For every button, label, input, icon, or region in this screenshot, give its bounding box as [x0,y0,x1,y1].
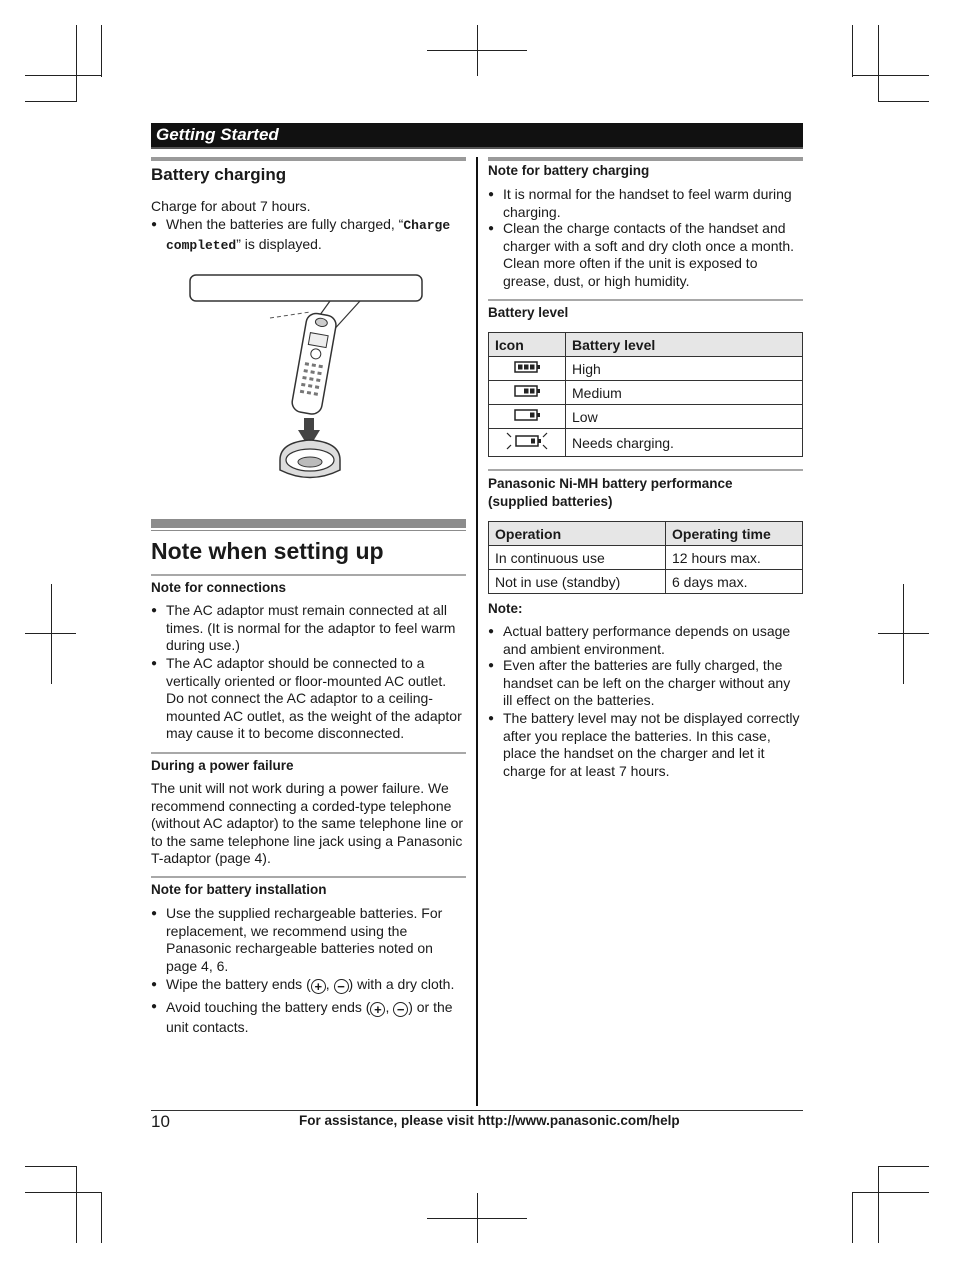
notes-heading: Note: [488,601,523,616]
operation-cell: In continuous use [489,546,666,570]
column-header: Icon [489,333,566,357]
column-header: Operation [489,522,666,546]
charging-note-heading: Note for battery charging [488,163,650,178]
performance-table [488,521,803,594]
connections-item: ● The AC adaptor should be connected to a vertically oriented or floor-mounted AC outlet. Do not connect the AC adaptor to a ceiling-mounted AC outlet, as the weight of the adaptor may cause it to become disconnected. [151,655,466,743]
footer-rule [151,1110,803,1111]
battery-level-table [488,332,803,457]
handset-charger-illustration [180,270,440,495]
battery-charging-title: Battery charging [151,165,287,184]
installation-item: ● Avoid touching the battery ends ( + , − ) or the unit contacts. [151,997,466,1037]
column-header: Battery level [566,333,803,357]
table-row [489,405,803,429]
battery-charging-intro: Charge for about 7 hours. [151,198,311,214]
battery-level-heading: Battery level [488,305,569,320]
power-failure-text: The unit will not work during a power failure. We recommend connecting a corded-type telephone (without AC adaptor) to the same telephone line or to the same telephone line jack using a Panasonic T-adaptor (page 4). [151,780,464,867]
section-rule-thin [151,530,466,531]
battery-empty-flashing-icon [489,429,566,457]
installation-item: ● Wipe the battery ends ( + , − ) with a dry cloth. [151,976,476,994]
column-divider [476,157,478,1106]
note-item: ● Actual battery performance depends on usage and ambient environment. [488,623,803,658]
performance-heading: Panasonic Ni-MH battery performance (supplied batteries) [488,476,733,509]
table-header-row [489,333,803,357]
column-header: Operating time [666,522,803,546]
battery-level-value: Medium [566,381,803,405]
section-header [151,123,803,149]
table-row [489,570,803,594]
operating-time-cell: 12 hours max. [666,546,803,570]
page-number: 10 [151,1112,170,1131]
battery-level-value: Needs charging. [566,429,803,457]
table-row [489,429,803,457]
installation-heading: Note for battery installation [151,882,327,897]
minus-terminal-icon: − [334,979,349,994]
connections-item: ● The AC adaptor must remain connected at all times. (It is normal for the adaptor to feel warm during use.) [151,602,466,655]
table-row [489,357,803,381]
table-header-row [489,522,803,546]
charging-note-item: ● It is normal for the handset to feel warm during charging. [488,186,803,221]
operating-time-cell: 6 days max. [666,570,803,594]
plus-terminal-icon: + [370,1002,385,1017]
installation-item: ● Use the supplied rechargeable batteries. For replacement, we recommend using the Panasonic rechargeable batteries noted on page 4, 6. [151,905,466,975]
table-row [489,381,803,405]
charging-note-item: ● Clean the charge contacts of the handset and charger with a soft and dry cloth once a month. Clean more often if the unit is exposed to grease, dust, or high humidity. [488,220,803,290]
rule [488,299,803,301]
footer-help-link[interactable]: For assistance, please visit http://www.panasonic.com/help [299,1113,680,1128]
rule [151,876,466,878]
rule [151,574,466,576]
battery-charging-bullet: ● When the batteries are fully charged, “Charge completed” is displayed. [151,215,466,255]
power-failure-heading: During a power failure [151,758,294,773]
section-rule [151,519,466,528]
note-item: ● The battery level may not be displayed correctly after you replace the batteries. In this case, place the handset on the charger and let it charge for at least 7 hours. [488,710,808,780]
rule [488,469,803,471]
minus-terminal-icon: − [393,1002,408,1017]
battery-level-value: High [566,357,803,381]
rule [151,752,466,754]
battery-medium-icon [489,381,566,405]
note-setting-title: Note when setting up [151,538,384,564]
operation-cell: Not in use (standby) [489,570,666,594]
connections-heading: Note for connections [151,580,287,595]
note-item: ● Even after the batteries are fully charged, the handset can be left on the charger without any ill effect on the batteries. [488,657,803,710]
section-rule [488,157,803,161]
plus-terminal-icon: + [311,979,326,994]
battery-full-icon [489,357,566,381]
section-title: Getting Started [156,125,279,144]
battery-level-value: Low [566,405,803,429]
table-row [489,546,803,570]
battery-low-icon [489,405,566,429]
section-rule [151,157,466,161]
